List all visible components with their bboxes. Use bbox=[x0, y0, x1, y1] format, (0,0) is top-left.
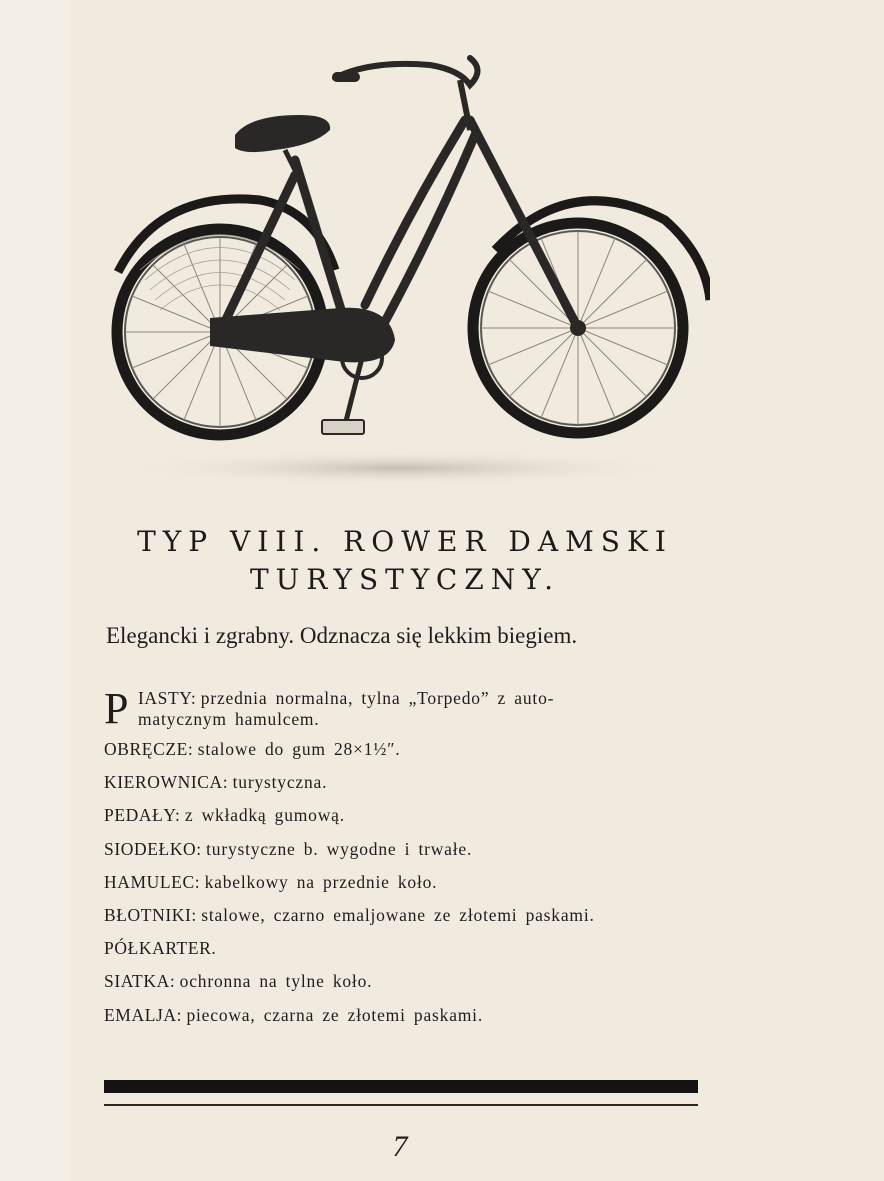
drop-cap: P bbox=[104, 684, 129, 733]
handlebar-grip bbox=[332, 72, 360, 82]
saddle bbox=[235, 115, 330, 152]
tagline: Elegancki i zgrabny. Odznacza się lekkim biegiem. bbox=[106, 623, 578, 648]
catalog-title-line2: TURYSTYCZNY. bbox=[250, 563, 560, 596]
spec-label: BŁOTNIKI: bbox=[104, 904, 197, 925]
spec-value: kabelkowy na przednie koło. bbox=[204, 871, 438, 892]
spec-item-siatka bbox=[104, 971, 704, 992]
divider-thin bbox=[104, 1104, 698, 1106]
spec-value: turystyczne b. wygodne i trwałe. bbox=[206, 838, 473, 859]
chain-guard bbox=[210, 308, 395, 363]
spec-value: stalowe do gum 28×1½″. bbox=[197, 739, 401, 759]
spec-value: turystyczna. bbox=[232, 772, 328, 793]
catalog-title-line1: TYP VIII. ROWER DAMSKI bbox=[137, 525, 673, 558]
pedal bbox=[322, 420, 364, 434]
spec-label: PEDAŁY: bbox=[104, 805, 181, 826]
spec-value: piecowa, czarna ze złotemi paskami. bbox=[186, 1004, 484, 1025]
spec-item-blotniki bbox=[104, 905, 704, 926]
spec-item-obrecze bbox=[104, 739, 704, 760]
spec-item-polkarter bbox=[104, 938, 704, 959]
spec-value: przednia normalna, tylna „Torpedo” z auto- bbox=[200, 688, 555, 708]
spec-label: KIEROWNICA: bbox=[104, 772, 229, 793]
ground-shadow bbox=[120, 450, 680, 486]
spec-value: ochronna na tylne koło. bbox=[179, 971, 373, 992]
spec-label: SIODEŁKO: bbox=[104, 838, 202, 859]
page-number: 7 bbox=[392, 1130, 408, 1163]
crank-arm bbox=[345, 358, 362, 425]
spec-item-hamulec bbox=[104, 872, 704, 893]
divider-thick bbox=[104, 1080, 698, 1093]
spec-item-emalja bbox=[104, 1005, 704, 1026]
spec-label: SIATKA: bbox=[104, 971, 176, 992]
spec-item-kierownica bbox=[104, 772, 704, 793]
spec-value: stalowe, czarno emaljowane ze złotemi paskami. bbox=[201, 904, 595, 925]
spec-item-piasty bbox=[104, 684, 704, 733]
spec-item-siodelko bbox=[104, 839, 704, 860]
bicycle-illustration bbox=[100, 40, 710, 500]
spec-label: HAMULEC: bbox=[104, 871, 201, 892]
spec-value: z wkładką gumową. bbox=[184, 805, 345, 826]
spec-value-continued: matycznym hamulcem. bbox=[138, 709, 320, 729]
spec-label: EMALJA: bbox=[104, 1004, 183, 1025]
spec-item-pedaly bbox=[104, 805, 704, 826]
spec-label: IASTY: bbox=[138, 688, 197, 708]
spec-label: OBRĘCZE: bbox=[104, 739, 194, 759]
spec-list bbox=[104, 684, 704, 1038]
spec-label: PÓŁKARTER. bbox=[104, 938, 217, 959]
